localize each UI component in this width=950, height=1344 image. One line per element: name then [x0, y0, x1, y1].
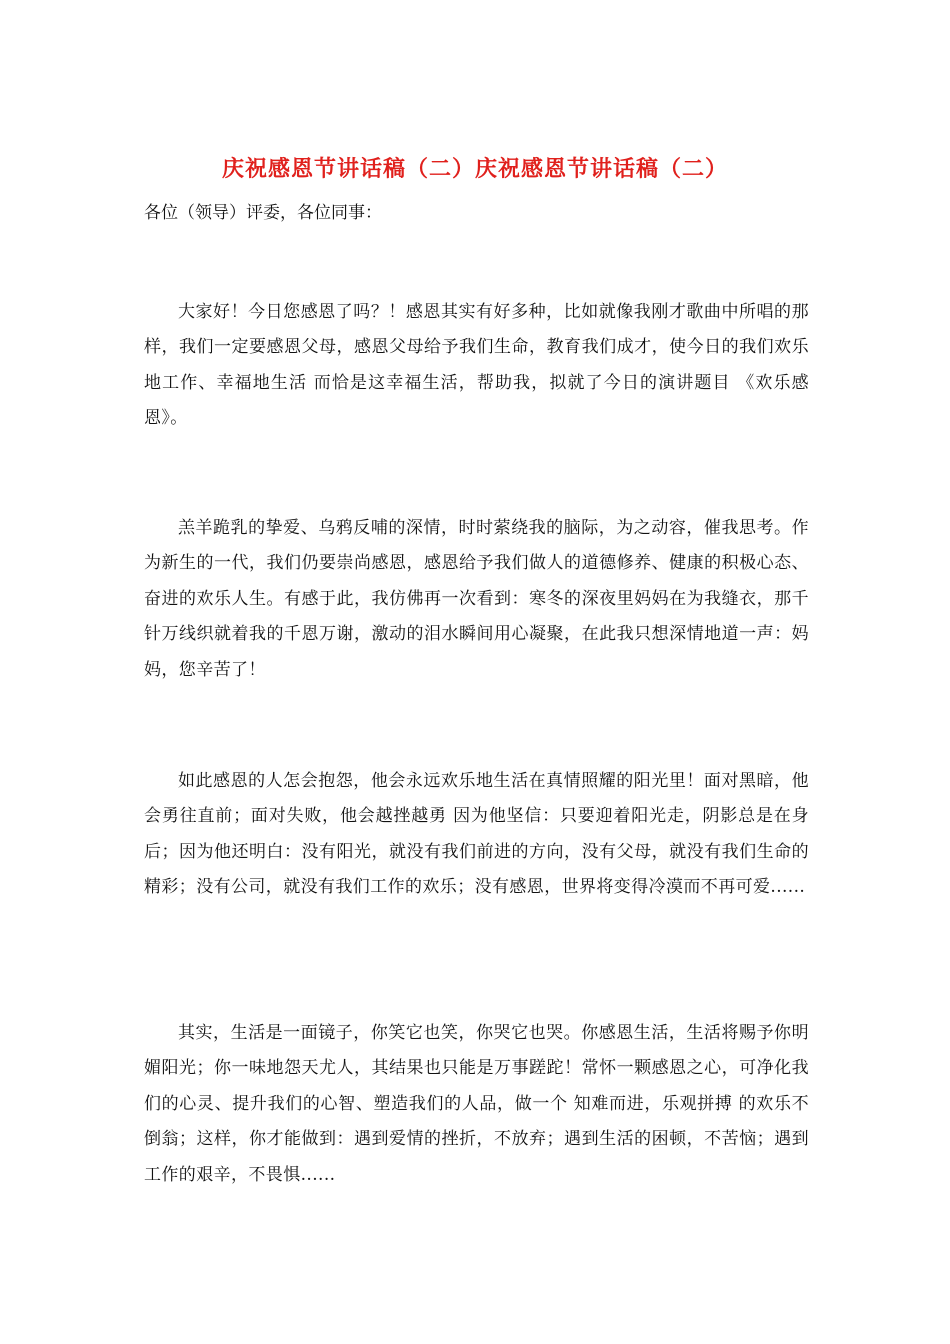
paragraph-1: 大家好！今日您感恩了吗？！感恩其实有好多种，比如就像我刚才歌曲中所唱的那样，我们一定要感恩父母，感恩父母给予我们生命，教育我们成才，使今日的我们欢乐地工作、幸福地生活 而恰是这幸福生活，帮助我，拟就了今日的演讲题目 《欢乐感恩》。 — [144, 302, 809, 429]
salutation: 各位（领导）评委，各位同事： — [144, 203, 382, 223]
paragraph-2: 羔羊跪乳的挚爱、乌鸦反哺的深情，时时萦绕我的脑际，为之动容，催我思考。作为新生的一代，我们仍要崇尚感恩，感恩给予我们做人的道德修养、健康的积极心态、奋进的欢乐人生。有感于此，我仿佛再一次看到：寒冬的深夜里妈妈在为我缝衣，那千针万线织就着我的千恩万谢，激动的泪水瞬间用心凝聚，在此我只想深情地道一声：妈妈，您辛苦了！ — [144, 518, 809, 680]
paragraph-3: 如此感恩的人怎会抱怨，他会永远欢乐地生活在真情照耀的阳光里！面对黑暗，他会勇往直前；面对失败，他会越挫越勇 因为他坚信：只要迎着阳光走，阴影总是在身后；因为他还明白：没有阳光，就没有我们前进的方向，没有父母，就没有我们生命的精彩；没有公司，就没有我们工作的欢乐；没有感恩，世界将变得冷漠而不再可爱...... — [144, 771, 809, 898]
document-title: 庆祝感恩节讲话稿（二）庆祝感恩节讲话稿（二） — [221, 156, 728, 182]
paragraph-4: 其实，生活是一面镜子，你笑它也笑，你哭它也哭。你感恩生活，生活将赐予你明媚阳光；你一味地怨天尤人，其结果也只能是万事蹉跎！常怀一颗感恩之心，可净化我们的心灵、提升我们的心智、塑造我们的人品，做一个 知难而进，乐观拼搏 的欢乐不倒翁；这样，你才能做到：遇到爱情的挫折，不放弃；遇到生活的困顿，不苦恼；遇到工作的艰辛，不畏惧...... — [144, 1023, 809, 1185]
